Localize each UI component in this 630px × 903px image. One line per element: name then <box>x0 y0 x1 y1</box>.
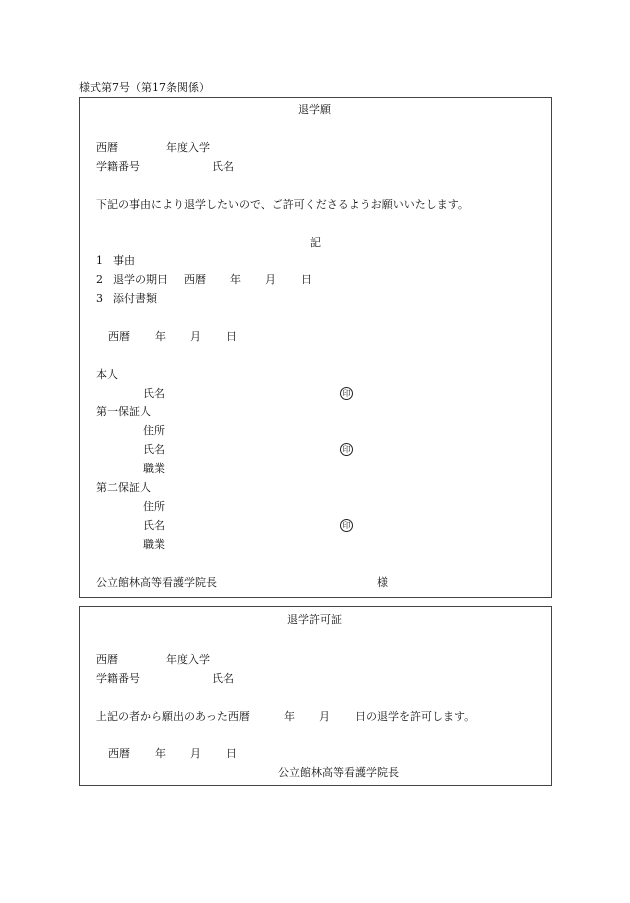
enrollment-era-label: 西暦 <box>96 141 118 154</box>
form-number-label: 様式第7号（第17条関係） <box>79 81 210 94</box>
permit-enrollment-era-label: 西暦 <box>96 653 118 666</box>
withdrawal-permit-box <box>79 606 552 786</box>
item-2-era: 西暦 <box>184 273 206 286</box>
guarantor1-seal-icon: 印 <box>340 443 353 456</box>
guarantor2-address-label: 住所 <box>143 500 165 513</box>
item-2-year: 年 <box>230 273 241 286</box>
student-name-label: 氏名 <box>212 160 234 173</box>
guarantor1-heading: 第一保証人 <box>96 405 151 418</box>
guarantor2-name-label: 氏名 <box>143 519 165 532</box>
permit-date-day: 日 <box>226 747 237 760</box>
permit-date-month: 月 <box>190 747 201 760</box>
permit-student-name-label: 氏名 <box>212 672 234 685</box>
item-2-day: 日 <box>301 273 312 286</box>
permit-title: 退学許可証 <box>287 613 342 626</box>
addressee: 公立館林高等看護学院長 <box>96 576 217 589</box>
permit-student-number-label: 学籍番号 <box>96 672 140 685</box>
permit-enrollment-year-label: 年度入学 <box>166 653 210 666</box>
item-2-month: 月 <box>265 273 276 286</box>
guarantor1-address-label: 住所 <box>143 424 165 437</box>
guarantor2-seal-icon: 印 <box>340 519 353 532</box>
application-date-day: 日 <box>226 330 237 343</box>
application-date-era: 西暦 <box>108 330 130 343</box>
application-date-year: 年 <box>155 330 166 343</box>
guarantor2-heading: 第二保証人 <box>96 481 151 494</box>
permit-text-lead: 上記の者から願出のあった西暦 <box>96 710 250 723</box>
guarantor1-occupation-label: 職業 <box>143 462 165 475</box>
permit-issuer: 公立館林高等看護学院長 <box>278 766 399 779</box>
application-date-month: 月 <box>190 330 201 343</box>
item-3-number: 3 <box>96 292 103 305</box>
application-body-text: 下記の事由により退学したいので、ご許可くださるようお願いいたします。 <box>96 198 469 211</box>
item-3-attachments-label: 添付書類 <box>113 292 157 305</box>
enrollment-year-label: 年度入学 <box>166 141 210 154</box>
permit-text-year: 年 <box>284 710 295 723</box>
guarantor1-name-label: 氏名 <box>143 443 165 456</box>
item-1-reason-label: 事由 <box>113 254 135 267</box>
item-2-number: 2 <box>96 273 103 286</box>
permit-text-month: 月 <box>319 710 330 723</box>
applicant-name-label: 氏名 <box>143 387 165 400</box>
item-1-number: 1 <box>96 254 103 267</box>
application-title: 退学願 <box>298 103 331 116</box>
item-2-withdrawal-date-label: 退学の期日 <box>113 273 168 286</box>
student-number-label: 学籍番号 <box>96 160 140 173</box>
permit-date-era: 西暦 <box>108 747 130 760</box>
applicant-heading: 本人 <box>96 368 118 381</box>
permit-text-tail: 日の退学を許可します。 <box>355 710 476 723</box>
applicant-seal-icon: 印 <box>340 387 353 400</box>
permit-date-year: 年 <box>155 747 166 760</box>
ki-heading: 記 <box>310 236 321 249</box>
addressee-honorific: 様 <box>377 576 388 589</box>
guarantor2-occupation-label: 職業 <box>143 538 165 551</box>
